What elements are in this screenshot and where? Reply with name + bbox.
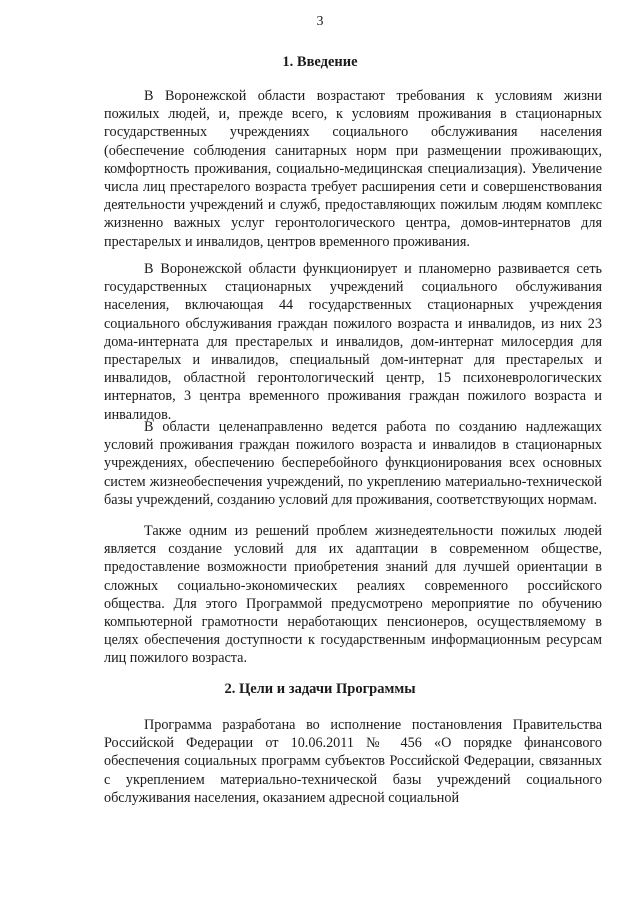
paragraph: В Воронежской области возрастают требования к условиям жизни пожилых людей, и, прежде всего, к условиям проживания в стационарных государственных учреждениях социального обслуживания населения (обеспечение соблюдения санитарных норм при размещении проживающих, комфортность проживания, социально-медицинская специализация). Увеличение числа лиц престарелого возраста требует расширения сети и совершенствования деятельности учреждений и служб, предоставляющих пожилым людям комплекс жизненно важных услуг геронтологического центра, домов-интернатов для престарелых и инвалидов, центров временного проживания. bbox=[104, 88, 602, 250]
paragraph: В области целенаправленно ведется работа по созданию надлежащих условий проживания граждан пожилого возраста и инвалидов в стационарных учреждениях, обеспечению бесперебойного функционирования всех основных систем жизнеобеспечения учреждений, по укреплению материально-технической базы учреждений, созданию условий для проживания, соответствующих нормам. bbox=[104, 419, 602, 508]
paragraph: Также одним из решений проблем жизнедеятельности пожилых людей является создание условий для их адаптации в современном обществе, предоставление возможности приобретения знаний для лучшей ориентации в сложных социально-экономических реалиях современного российского общества. Для этого Программой предусмотрено мероприятие по обучению компьютерной грамотности неработающих пенсионеров, осуществляемому в целях обеспечения доступности к государственным информационным ресурсам лиц пожилого возраста. bbox=[104, 523, 602, 667]
section-heading-introduction: 1. Введение bbox=[282, 54, 358, 70]
paragraph: Программа разработана во исполнение постановления Правительства Российской Федерации от 10.06.2011 № 456 «О порядке финансового обеспечения социальных программ субъектов Российской Федерации, связанных с укреплением материально-технической базы учреждений социального обслуживания населения, оказанием адресной социальной bbox=[104, 717, 602, 806]
page-number: 3 bbox=[316, 14, 324, 29]
paragraph: В Воронежской области функционирует и планомерно развивается сеть государственных стационарных учреждений социального обслуживания населения, включающая 44 государственных стационарных учреждения социального обслуживания граждан пожилого возраста и инвалидов, из них 23 дома-интерната для престарелых и инвалидов, дом-интернат милосердия для престарелых и инвалидов, специальный дом-интернат для престарелых и инвалидов, областной геронтологический центр, 15 психоневрологических интернатов, 3 центра временного проживания граждан пожилого возраста и инвалидов. bbox=[104, 261, 602, 423]
section-heading-goals: 2. Цели и задачи Программы bbox=[224, 681, 416, 697]
